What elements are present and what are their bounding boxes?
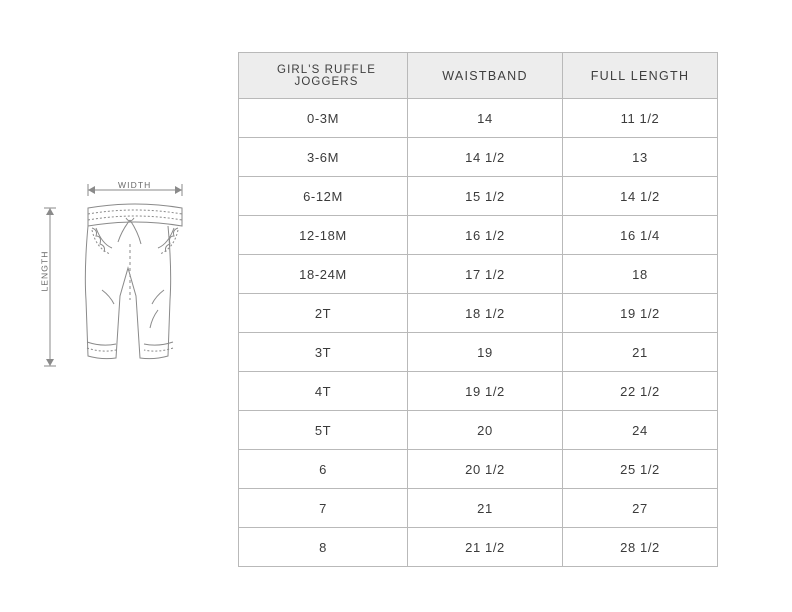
cell-waistband: 21 1/2 <box>408 528 563 567</box>
cell-waistband: 16 1/2 <box>408 216 563 255</box>
cell-full-length: 27 <box>563 489 718 528</box>
cell-full-length: 25 1/2 <box>563 450 718 489</box>
garment-diagram <box>30 170 230 400</box>
length-arrow-head-top <box>46 208 54 215</box>
cell-size: 6 <box>239 450 408 489</box>
waistband-stitch-top <box>88 210 182 214</box>
shading-left <box>102 290 114 304</box>
cell-full-length: 18 <box>563 255 718 294</box>
cell-size: 3T <box>239 333 408 372</box>
joggers-body-outline <box>85 226 170 359</box>
cell-full-length: 28 1/2 <box>563 528 718 567</box>
cell-waistband: 20 <box>408 411 563 450</box>
cell-size: 5T <box>239 411 408 450</box>
table-row <box>239 450 718 489</box>
cell-full-length: 22 1/2 <box>563 372 718 411</box>
cell-waistband: 14 <box>408 99 563 138</box>
table-row <box>239 411 718 450</box>
table-row <box>239 99 718 138</box>
drawstring-right <box>130 220 141 244</box>
table-row <box>239 489 718 528</box>
cell-size: 12-18M <box>239 216 408 255</box>
cell-waistband: 19 <box>408 333 563 372</box>
shading-right-lower <box>150 310 158 328</box>
cuff-line-left <box>87 342 116 345</box>
cell-size: 3-6M <box>239 138 408 177</box>
column-header-waistband: WAISTBAND <box>408 53 563 99</box>
cell-size: 8 <box>239 528 408 567</box>
width-arrow-head-left <box>88 186 95 194</box>
drawstring-left <box>118 220 130 242</box>
table-body <box>239 99 718 567</box>
cell-full-length: 21 <box>563 333 718 372</box>
cell-waistband: 20 1/2 <box>408 450 563 489</box>
cell-size: 7 <box>239 489 408 528</box>
table-row <box>239 255 718 294</box>
waistband <box>88 204 182 226</box>
table-row <box>239 333 718 372</box>
cell-full-length: 14 1/2 <box>563 177 718 216</box>
cell-full-length: 13 <box>563 138 718 177</box>
cell-waistband: 19 1/2 <box>408 372 563 411</box>
cell-waistband: 18 1/2 <box>408 294 563 333</box>
cell-size: 6-12M <box>239 177 408 216</box>
drawstring-knot <box>126 218 134 221</box>
shading-right <box>152 290 164 304</box>
table-header-row <box>239 53 718 99</box>
cell-full-length: 11 1/2 <box>563 99 718 138</box>
table-row <box>239 528 718 567</box>
cell-waistband: 21 <box>408 489 563 528</box>
length-dimension-label: LENGTH <box>39 250 50 292</box>
cell-size: 2T <box>239 294 408 333</box>
column-header-full-length: FULL LENGTH <box>563 53 718 99</box>
cell-waistband: 17 1/2 <box>408 255 563 294</box>
table-row <box>239 372 718 411</box>
table-row <box>239 138 718 177</box>
column-header-size: GIRL'S RUFFLE JOGGERS <box>239 53 408 99</box>
size-chart-table <box>238 52 718 567</box>
table-row <box>239 294 718 333</box>
table-row <box>239 177 718 216</box>
width-arrow-head-right <box>175 186 182 194</box>
table-row <box>239 216 718 255</box>
cuff-stitch-left <box>87 348 116 351</box>
cell-waistband: 15 1/2 <box>408 177 563 216</box>
waistband-stitch-bottom <box>88 216 182 220</box>
length-arrow-head-bottom <box>46 359 54 366</box>
cell-full-length: 24 <box>563 411 718 450</box>
cell-size: 18-24M <box>239 255 408 294</box>
width-dimension-label: WIDTH <box>118 180 152 190</box>
cell-size: 4T <box>239 372 408 411</box>
joggers-illustration <box>30 170 230 400</box>
cell-waistband: 14 1/2 <box>408 138 563 177</box>
cell-size: 0-3M <box>239 99 408 138</box>
pocket-stitch-left <box>92 230 110 254</box>
cell-full-length: 19 1/2 <box>563 294 718 333</box>
cell-full-length: 16 1/4 <box>563 216 718 255</box>
